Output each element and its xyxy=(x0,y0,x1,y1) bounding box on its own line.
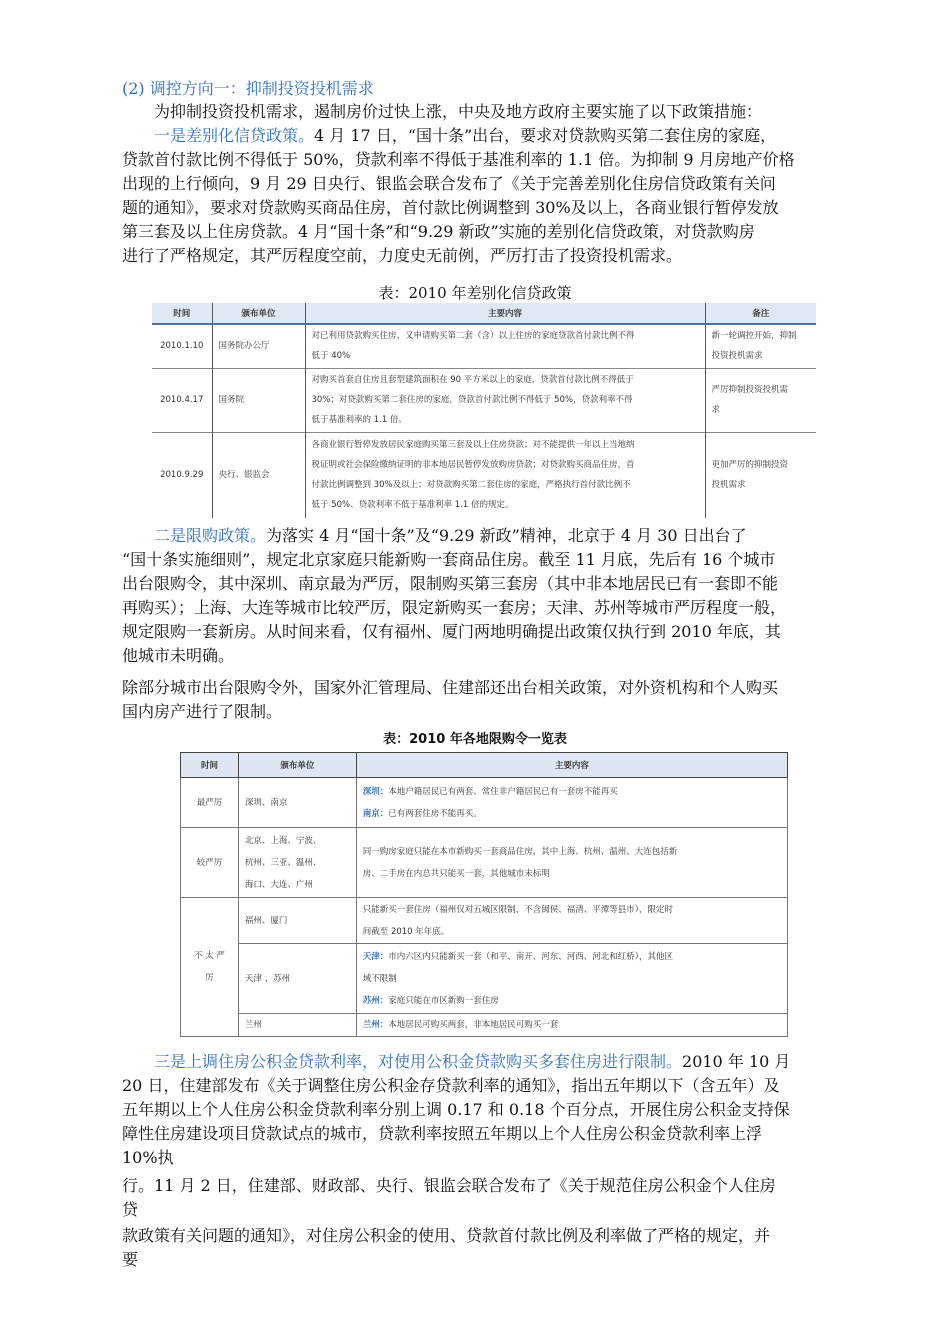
para1-intro: 为抑制投资投机需求，遏制房价过快上涨，中央及地方政府主要实施了以下政策措施： xyxy=(154,102,763,121)
para1-line6: 进行了严格规定，其严厉程度空前，力度史无前例，严厉打击了投资投机需求。 xyxy=(122,246,683,265)
table2-text: 本地居民可购买两套，非本地居民可购买一套 xyxy=(388,1020,559,1030)
para1-line5: 第三套及以上住房贷款。4 月“国十条”和“9.29 新政”实施的差别化信贷政策，对贷款购房 xyxy=(122,222,755,241)
table2-text: 家庭只能在市区新购一套住房 xyxy=(388,995,499,1006)
table1-note: 新一轮调控开始，抑制 投资投机需求 xyxy=(705,324,816,368)
table-row xyxy=(181,778,788,828)
table2-text: 本地户籍居民已有两套、常住非户籍居民已有一套房不能再买 xyxy=(388,786,618,797)
table2-header-content: 主要内容 xyxy=(356,753,787,778)
para1-line1-text: 4 月 17 日，“国十条”出台，要求对贷款购买第二套住房的家庭， xyxy=(314,126,777,145)
table-row xyxy=(181,944,788,1014)
section-heading: (2) 调控方向一：抑制投资投机需求 xyxy=(122,79,374,98)
table2-text: 市内六区内只能新买一套（和平、南开、河东、河西、河北和红桥），其他区 域不限制 xyxy=(362,951,674,984)
para2-line7: 除部分城市出台限购令外，国家外汇管理局、住建部还出台相关政策，对外资机构和个人购买 xyxy=(122,678,779,697)
para3-line1-text: 2010 年 10 月 xyxy=(682,1052,791,1071)
table1-note: 严厉抑制投资投机需 求 xyxy=(705,368,816,432)
table1-note: 更加严厉的抑制投资 投机需求 xyxy=(705,432,816,518)
table2-city: 南京： xyxy=(362,808,389,819)
table1-header-note: 备注 xyxy=(705,303,816,324)
table2-city: 苏州： xyxy=(362,995,389,1006)
table2-org: 深圳、南京 xyxy=(238,778,356,828)
table2-content xyxy=(356,1014,787,1037)
para1-line3: 出现的上行倾向，9 月 29 日央行、银监会联合发布了《关于完善差别化住房信贷政策有关问 xyxy=(122,174,776,193)
table-row xyxy=(152,368,816,432)
table1-date: 2010.9.29 xyxy=(152,432,212,518)
table-row xyxy=(152,324,816,368)
table-row xyxy=(181,898,788,944)
para1-line4: 题的通知》，要求对贷款购买商品住房，首付款比例调整到 30%及以上，各商业银行暂停发放 xyxy=(122,198,779,217)
para3-line8: 款政策有关问题的通知》，对住房公积金的使用、贷款首付款比例及利率做了严格的规定，并 xyxy=(122,1226,771,1245)
para3-line4: 障性住房建设项目贷款试点的城市，贷款利率按照五年期以上个人住房公积金贷款利率上浮 xyxy=(122,1124,763,1143)
table-row xyxy=(181,828,788,898)
table-row xyxy=(152,432,816,518)
para3-line7: 贷 xyxy=(122,1200,139,1219)
table2-org: 天津 、苏州 xyxy=(238,944,356,1014)
table2-text: 已有两套住房不能再买。 xyxy=(388,808,482,819)
para3-line9: 要 xyxy=(122,1250,139,1269)
para2-lead: 二是限购政策。 xyxy=(154,526,267,545)
table1-org: 央行、银监会 xyxy=(212,432,305,518)
table2-org: 北京、上海、宁波、 杭州、三亚、温州、 海口、大连、广州 xyxy=(238,828,356,898)
table-row xyxy=(181,1014,788,1037)
table1-content: 对购买首套自住房且套型建筑面积在 90 平方米以上的家庭，贷款首付款比例不得低于 30%；对贷款购买第二套住房的家庭，贷款首付款比例不得低于 50%，贷款利率不得 低于基准利率的 1.1 倍。 xyxy=(305,368,705,432)
table2-city: 深圳： xyxy=(362,786,389,797)
table2-content xyxy=(356,778,787,828)
para2-line4: 再购买）；上海、大连等城市比较严厉，限定新购买一套房；天津、苏州等城市严厉程度一般， xyxy=(122,598,787,617)
para3-lead: 三是上调住房公积金贷款利率，对使用公积金贷款购买多套住房进行限制。 xyxy=(154,1052,683,1071)
para3-line2: 20 日，住建部发布《关于调整住房公积金存贷款利率的通知》，指出五年期以下（含五年）及 xyxy=(122,1076,780,1095)
table1-header-row xyxy=(152,303,816,324)
table1-header-content: 主要内容 xyxy=(305,303,705,324)
table2-header-row xyxy=(181,753,788,778)
table2-header-org: 颁布单位 xyxy=(238,753,356,778)
table2-content: 同一购房家庭只能在本市新购买一套商品住房，其中上海、杭州、温州、大连包括新 房、二手房在内总共只能买一套，其他城市未标明 xyxy=(356,828,787,898)
table1-content: 各商业银行暂停发放居民家庭购买第三套及以上住房贷款；对不能提供一年以上当地纳 税证明或社会保险缴纳证明的非本地居民暂停发放购房贷款；对贷款购买商品住房，首 付款比例调整到 30%及以上；对贷款购买第二套住房的家庭，严格执行首付款比例不 低于 50%、贷款利率不低于基准利率 1.1 倍的规定。 xyxy=(305,432,705,518)
para2-line1 xyxy=(154,524,747,548)
para3-line1 xyxy=(154,1050,790,1074)
para2-line5: 规定限购一套新房。从时间来看，仅有福州、厦门两地明确提出政策仅执行到 2010 年底，其 xyxy=(122,622,781,641)
table2-org: 兰州 xyxy=(238,1014,356,1037)
table2-city: 天津： xyxy=(362,951,389,962)
table1-content: 对已利用贷款购买住房、又申请购买第二套（含）以上住房的家庭贷款首付款比例不得 低于 40% xyxy=(305,324,705,368)
para2-line6: 他城市未明确。 xyxy=(122,646,235,665)
para2-line3: 出台限购令，其中深圳、南京最为严厉，限制购买第三套房（其中非本地居民已有一套即不能 xyxy=(122,574,779,593)
para1-lead: 一是差别化信贷政策。 xyxy=(154,126,315,145)
purchase-restriction-table xyxy=(180,752,788,1037)
table2-org: 福州、厦门 xyxy=(238,898,356,944)
para3-line5: 10%执 xyxy=(122,1148,174,1167)
table1-org: 国务院办公厅 xyxy=(212,324,305,368)
table1-org: 国务院 xyxy=(212,368,305,432)
table2-content: 只能新买一套住房（福州仅对五城区限制，不含闽侯、福清、平潭等县市），限定时 间截至 2010 年年底。 xyxy=(356,898,787,944)
para3-line3: 五年期以上个人住房公积金贷款利率分别上调 0.17 和 0.18 个百分点，开展住房公积金支持保 xyxy=(122,1100,790,1119)
table2-content xyxy=(356,944,787,1014)
para2-line2: “国十条实施细则”，规定北京家庭只能新购一套商品住房。截至 11 月底，先后有 16 个城市 xyxy=(122,550,776,569)
table2-caption: 表：2010 年各地限购令一览表 xyxy=(383,732,567,747)
table1-date: 2010.1.10 xyxy=(152,324,212,368)
table2-city: 兰州： xyxy=(362,1020,389,1030)
credit-policy-table xyxy=(152,303,816,518)
para1-line2: 贷款首付款比例不得低于 50%，贷款利率不得低于基准利率的 1.1 倍。为抑制 9 月房地产价格 xyxy=(122,150,795,169)
table1-header-date: 时间 xyxy=(152,303,212,324)
table2-level: 最严厉 xyxy=(181,778,239,828)
para2-line8: 国内房产进行了限制。 xyxy=(122,702,283,721)
table2-level: 不 太 严 厉 xyxy=(181,898,239,1037)
table1-caption: 表：2010 年差别化信贷政策 xyxy=(378,284,572,302)
table2-header-date: 时间 xyxy=(181,753,239,778)
para1-line1 xyxy=(154,124,776,148)
table1-date: 2010.4.17 xyxy=(152,368,212,432)
para2-line1-text: 为落实 4 月“国十条”及“9.29 新政”精神，北京于 4 月 30 日出台了 xyxy=(266,526,747,545)
table1-header-org: 颁布单位 xyxy=(212,303,305,324)
table2-level: 较严厉 xyxy=(181,828,239,898)
para3-line6: 行。11 月 2 日，住建部、财政部、央行、银监会联合发布了《关于规范住房公积金个人住房 xyxy=(122,1176,776,1195)
